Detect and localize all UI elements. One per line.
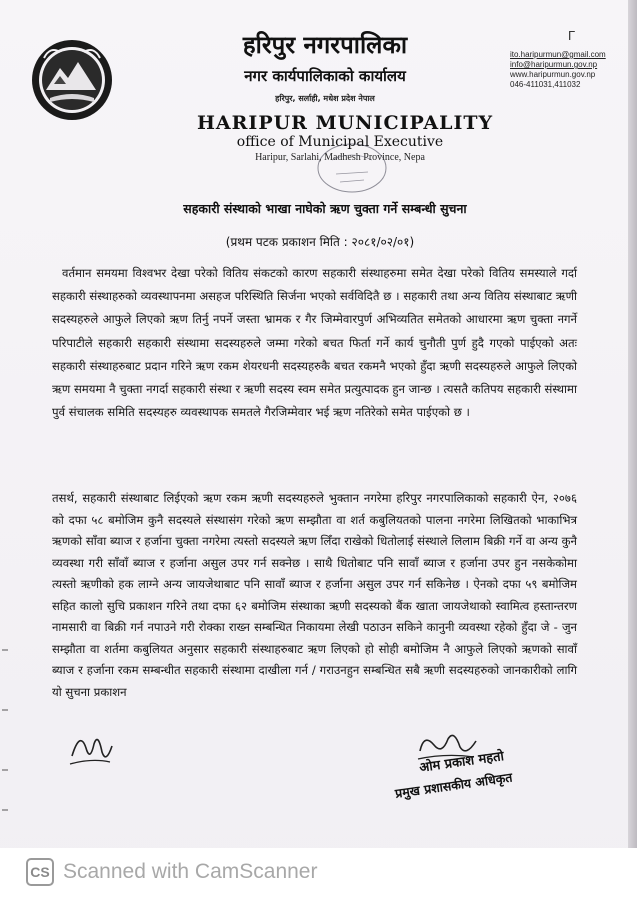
corner-mark: Γ — [568, 28, 576, 43]
handwritten-signature-left — [66, 726, 116, 772]
margin-scan-dots — [0, 640, 12, 820]
contact-email-primary: ito.haripurmun@gmail.com — [510, 50, 606, 59]
contact-website: www.haripurmun.gov.np — [510, 70, 596, 79]
contact-info — [510, 50, 635, 90]
municipality-name-english: HARIPUR MUNICIPALITY — [196, 112, 494, 134]
office-stamp-seal — [312, 140, 392, 200]
address-english: Haripur, Sarlahi, Madhesh Province, Nepa — [255, 152, 425, 163]
contact-phone: 046-411031,411032 — [510, 80, 581, 89]
paragraph-2-text: तसर्थ, सहकारी संस्थाबाट लिईएको ऋण रकम ऋणी सदस्यहरुले भुक्तान नगरेमा हरिपुर नगरपालिकाको सहकारी ऐन, २०७६ को दफा ५८ बमोजिम कुनै सदस्यले संस्थासंग गरेको ऋण सम्झौता वा शर्त कबुलियतको पालना नगरेमा लिखितको भाकाभित्र ऋणको साँवा ब्याज र हर्जाना चुक्ता नगरेमा त्यस्तो सदस्यले ऋण लिँदा राखेको धितोलाई संस्थाले लिलाम बिक्री गर्ने वा अन्य कुनै व्यवस्था गरी साँवाँ ब्याज र हर्जाना असुल उपर गर्न सक्नेछ । साथै धितोबाट पनि सावाँ ब्याज र हर्जाना उपर हुन नसकेकोमा त्यस्तो ऋणीको हक लाग्ने अन्य जायजेथाबाट पनि सावाँ ब्याज र हर्जाना असुल उपर गर्न सकिनेछ । ऐनको दफा ५९ बमोजिम सहित कालो सुचि प्रकाशन गरिने तथा दफा ६२ बमोजिम संस्थाका ऋणी सदस्यको बैंक खाता जायजेथाको स्वामित्व हस्तान्तरण नामसारी वा बिक्री गर्न नपाउने गरी रोक्का राख्न सम्बन्धित निकायमा लेखी पठाउन सकिने कानुनी व्यवस्था रहेको हुँदा जे - जुन सम्झौता वा शर्तमा कबुलियत अनुसार सहकारी संस्थाहरुबाट ऋण लिएको हो सोही बमोजिम नै आफुले लिएको ऋणको सावाँ ब्याज र हर्जाना रकम सम्बन्धीत सहकारी संस्थामा दाखीला गर्न / गराउनहुन सम्बन्धित सबै ऋणी सदस्यहरुको जानकारीको लागि यो सुचना प्रकाशन — [52, 491, 577, 699]
notice-paragraph-2 — [52, 488, 577, 703]
municipality-emblem — [30, 38, 114, 122]
publication-date: (प्रथम पटक प्रकाशन मिति : २०८१/०२/०१) — [225, 235, 415, 249]
signatory-name: ओम प्रकाश महतो — [418, 749, 505, 776]
office-name-english: office of Municipal Executive — [236, 134, 444, 150]
camscanner-logo-icon: CS — [26, 858, 54, 886]
contact-email-secondary: info@haripurmun.gov.np — [510, 60, 598, 69]
page-edge-shadow — [628, 0, 637, 848]
municipality-name-nepali: हरिपुर नगरपालिका — [242, 31, 408, 59]
signatory-title: प्रमुख प्रशासकीय अधिकृत — [394, 769, 514, 801]
camscanner-watermark-text: Scanned with CamScanner — [63, 860, 318, 883]
notice-subject: सहकारी संस्थाको भाखा नाघेको ऋण चुक्ता गर्ने सम्बन्धी सुचना — [183, 201, 467, 216]
address-nepali: हरिपुर, सर्लाही, मधेश प्रदेश नेपाल — [275, 94, 375, 103]
notice-paragraph-1 — [52, 262, 577, 424]
office-name-nepali: नगर कार्यपालिकाको कार्यालय — [244, 67, 406, 85]
paragraph-1-text: वर्तमान समयमा विश्वभर देखा परेको वितिय संकटको कारण सहकारी संस्थाहरुमा समेत देखा परेको वितिय समस्याले गर्दा सहकारी संस्थाहरुको व्यवस्थापनमा असहज परिस्थिति सिर्जना भएको सर्वविदितै छ । सहकारी तथा अन्य वितिय संस्थाबाट ऋणी सदस्यहरुले आफुले लिएको ऋण तिर्नु नपर्ने जस्ता भ्रामक र गैर जिम्मेवारपुर्ण अभिव्यतित समेतको आधारमा ऋण चुक्ता नगर्ने परिपाटीले सहकारी सहकारी संस्थामा सदस्यहरुले जम्मा गरेको बचत फिर्ता गर्ने कार्य चुनौती पुर्ण हुदै गएको पाईएको अतः सहकारी संस्थाहरुबाट प्रदान गरिने ऋण रकम शेयरधनी सदस्यहरुकै बचत रकमनै भएको हुँदा ऋणी सदस्यहरुले आफुले लिएको ऋण समयमा नै चुक्ता नगर्दा सहकारी संस्था र ऋणी सदस्य स्वम समेत प्रत्युत्पादक हुन जान्छ । त्यसतै कतिपय सहकारी संस्थामा पुर्व संचालक समिति सदस्यहरु व्यवस्थापक समतले गैरजिम्मेवार भई ऋण नतिरेको समेत पाईएको छ । — [52, 266, 577, 420]
